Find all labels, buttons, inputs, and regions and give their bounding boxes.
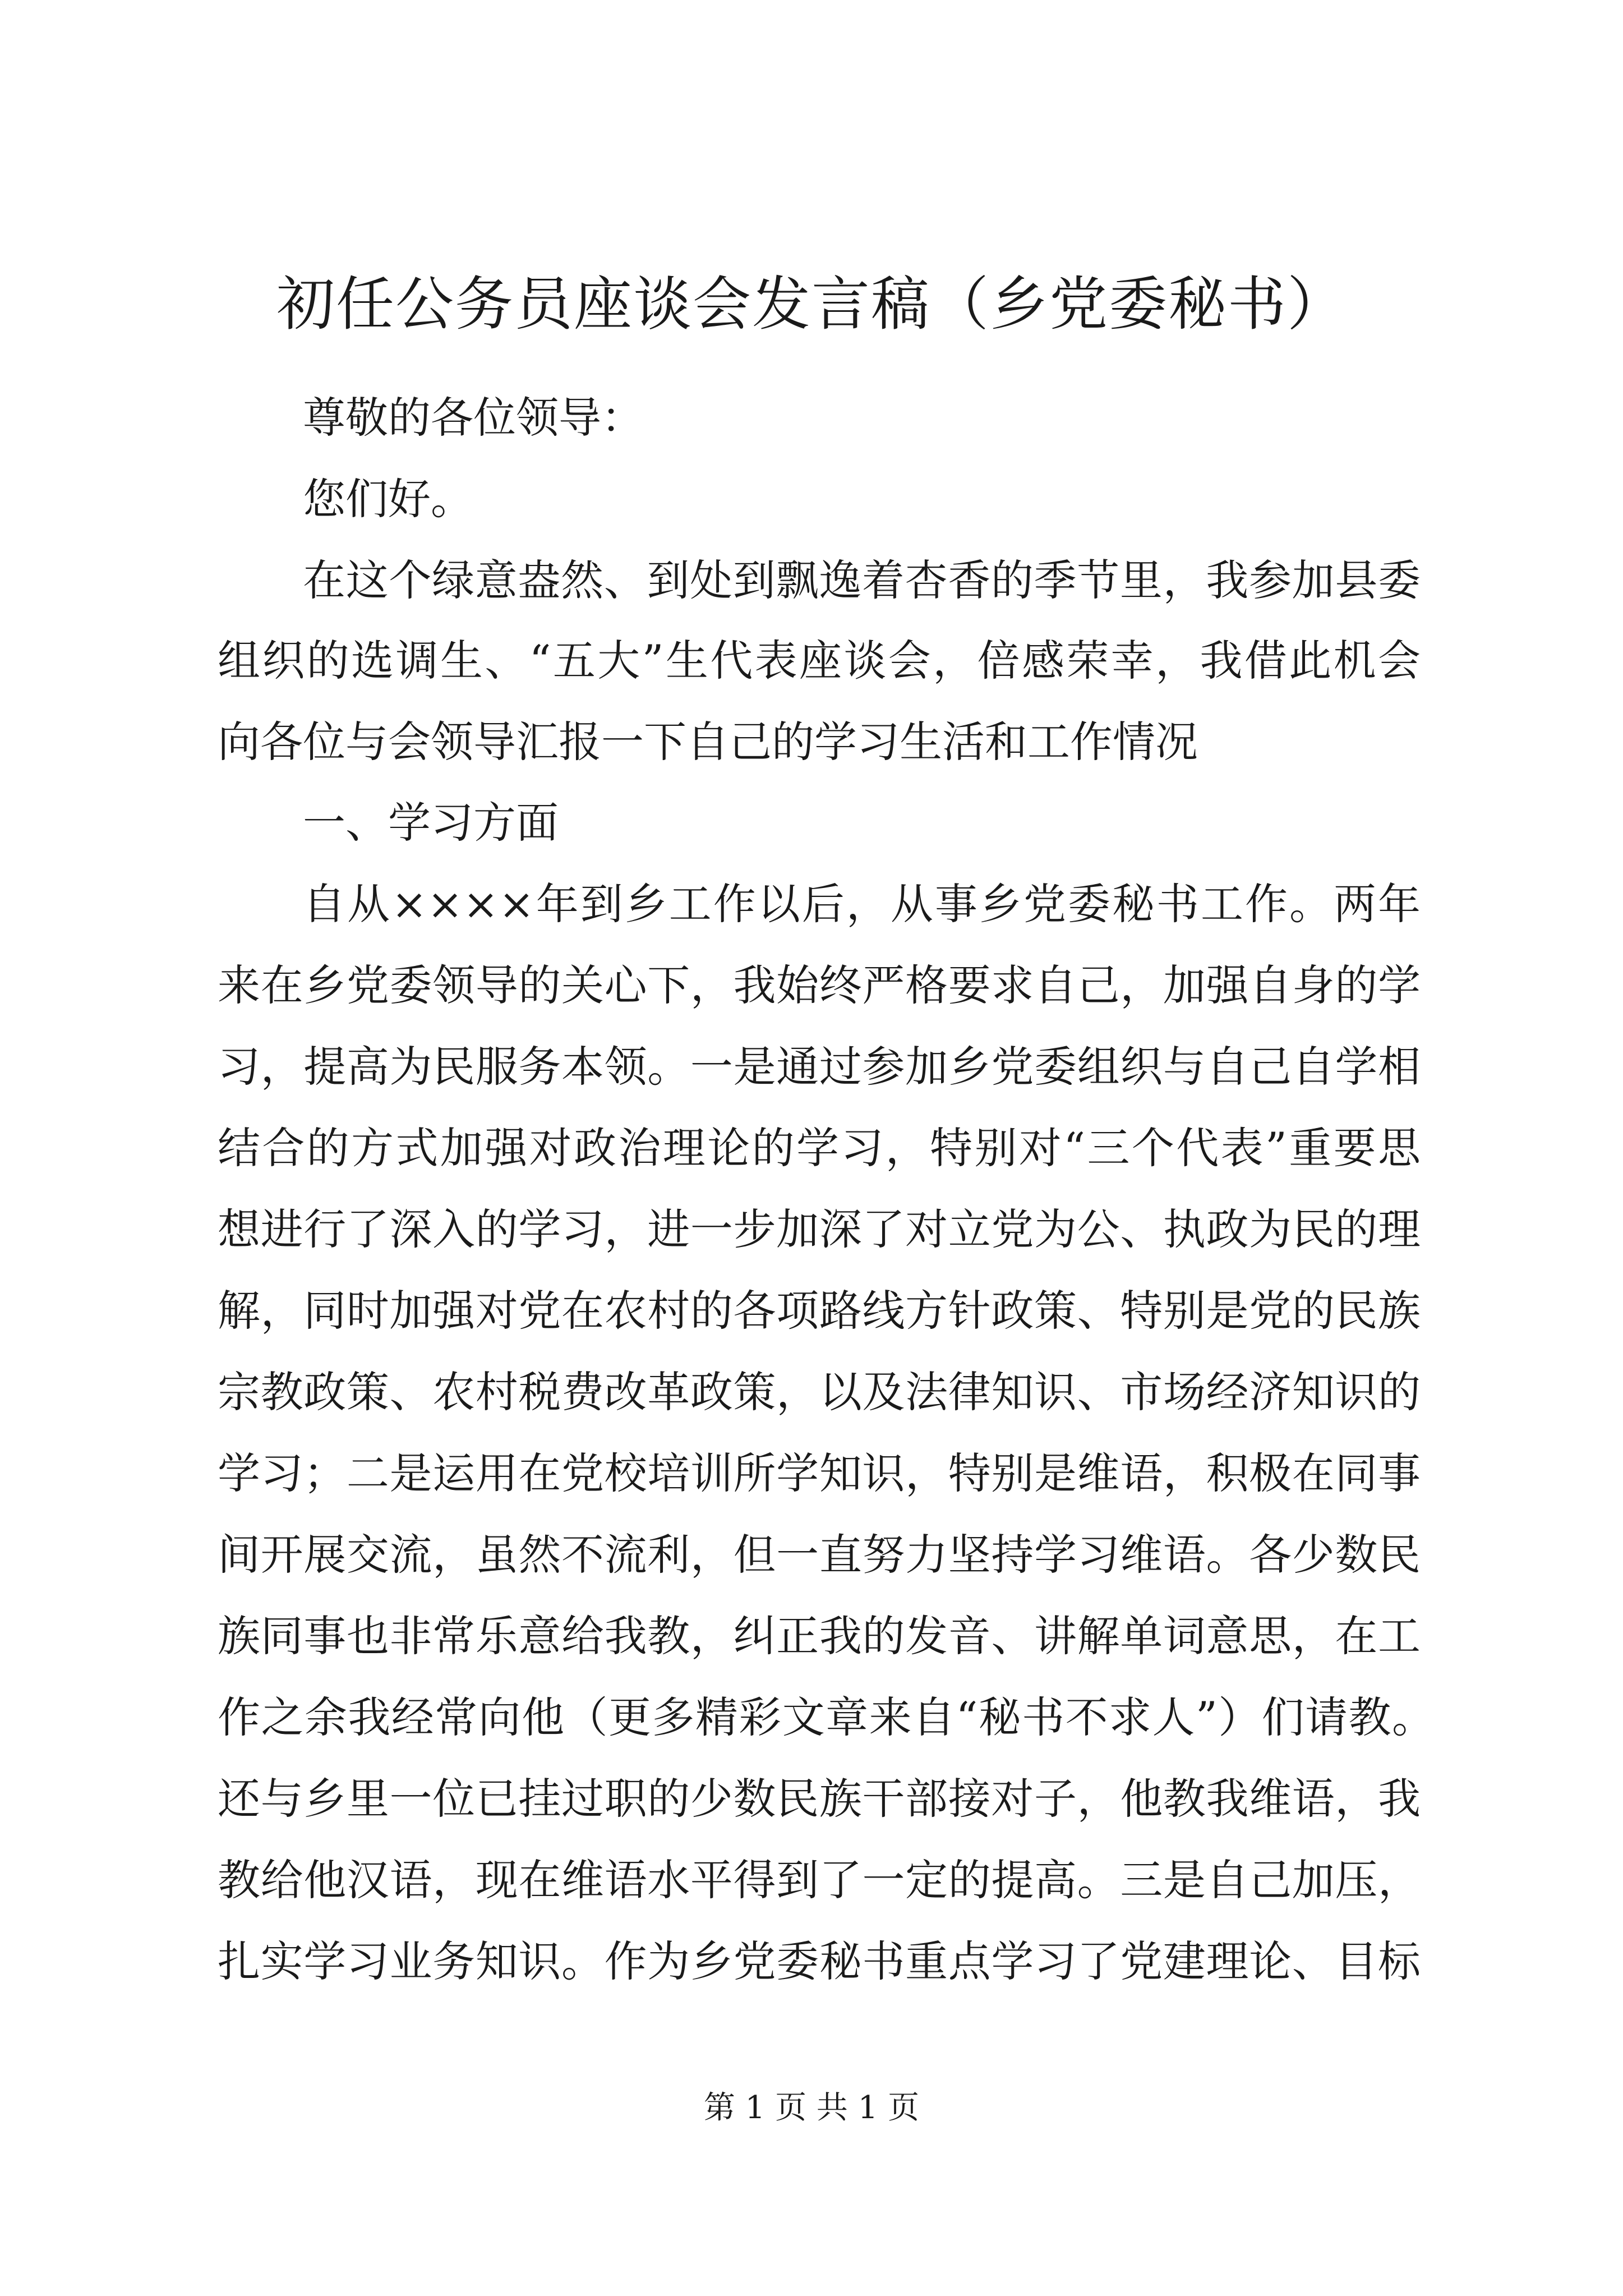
- body-line: 宗教政策、农村税费改革政策，以及法律知识、市场经济知识的: [218, 1367, 1421, 1417]
- greeting: 您们好。: [303, 474, 473, 524]
- intro-line: 向各位与会领导汇报一下自己的学习生活和工作情况: [218, 717, 1198, 767]
- document-title: 初任公务员座谈会发言稿（乡党委秘书）: [276, 270, 1347, 338]
- body-line: 作之余我经常向他（更多精彩文章来自“秘书不求人”）们请教。: [218, 1692, 1435, 1742]
- body-line: 教给他汉语，现在维语水平得到了一定的提高。三是自己加压，: [218, 1855, 1421, 1905]
- body-line: 间开展交流，虽然不流利，但一直努力坚持学习维语。各少数民: [218, 1530, 1421, 1580]
- body-line: 习，提高为民服务本领。一是通过参加乡党委组织与自己自学相: [218, 1042, 1421, 1092]
- body-line: 来在乡党委领导的关心下，我始终严格要求自己，加强自身的学: [218, 960, 1421, 1010]
- intro-line: 在这个绿意盎然、到处到飘逸着杏香的季节里，我参加县委: [303, 555, 1421, 605]
- intro-line: 组织的选调生、“五大”生代表座谈会，倍感荣幸，我借此机会: [218, 636, 1421, 685]
- body-line: 自从××××年到乡工作以后，从事乡党委秘书工作。两年: [303, 879, 1421, 929]
- body-line: 想进行了深入的学习，进一步加深了对立党为公、执政为民的理: [218, 1204, 1421, 1254]
- page-footer: 第 1 页 共 1 页: [703, 2090, 920, 2126]
- body-line: 结合的方式加强对政治理论的学习，特别对“三个代表”重要思: [218, 1123, 1421, 1173]
- body-line: 扎实学习业务知识。作为乡党委秘书重点学习了党建理论、目标: [218, 1936, 1421, 1986]
- body-line: 族同事也非常乐意给我教，纠正我的发音、讲解单词意思，在工: [218, 1611, 1421, 1661]
- body-line: 解，同时加强对党在农村的各项路线方针政策、特别是党的民族: [218, 1286, 1421, 1336]
- section-heading: 一、学习方面: [303, 798, 559, 848]
- body-line: 还与乡里一位已挂过职的少数民族干部接对子，他教我维语，我: [218, 1774, 1421, 1824]
- salutation: 尊敬的各位领导：: [303, 393, 644, 443]
- body-line: 学习；二是运用在党校培训所学知识，特别是维语，积极在同事: [218, 1448, 1421, 1498]
